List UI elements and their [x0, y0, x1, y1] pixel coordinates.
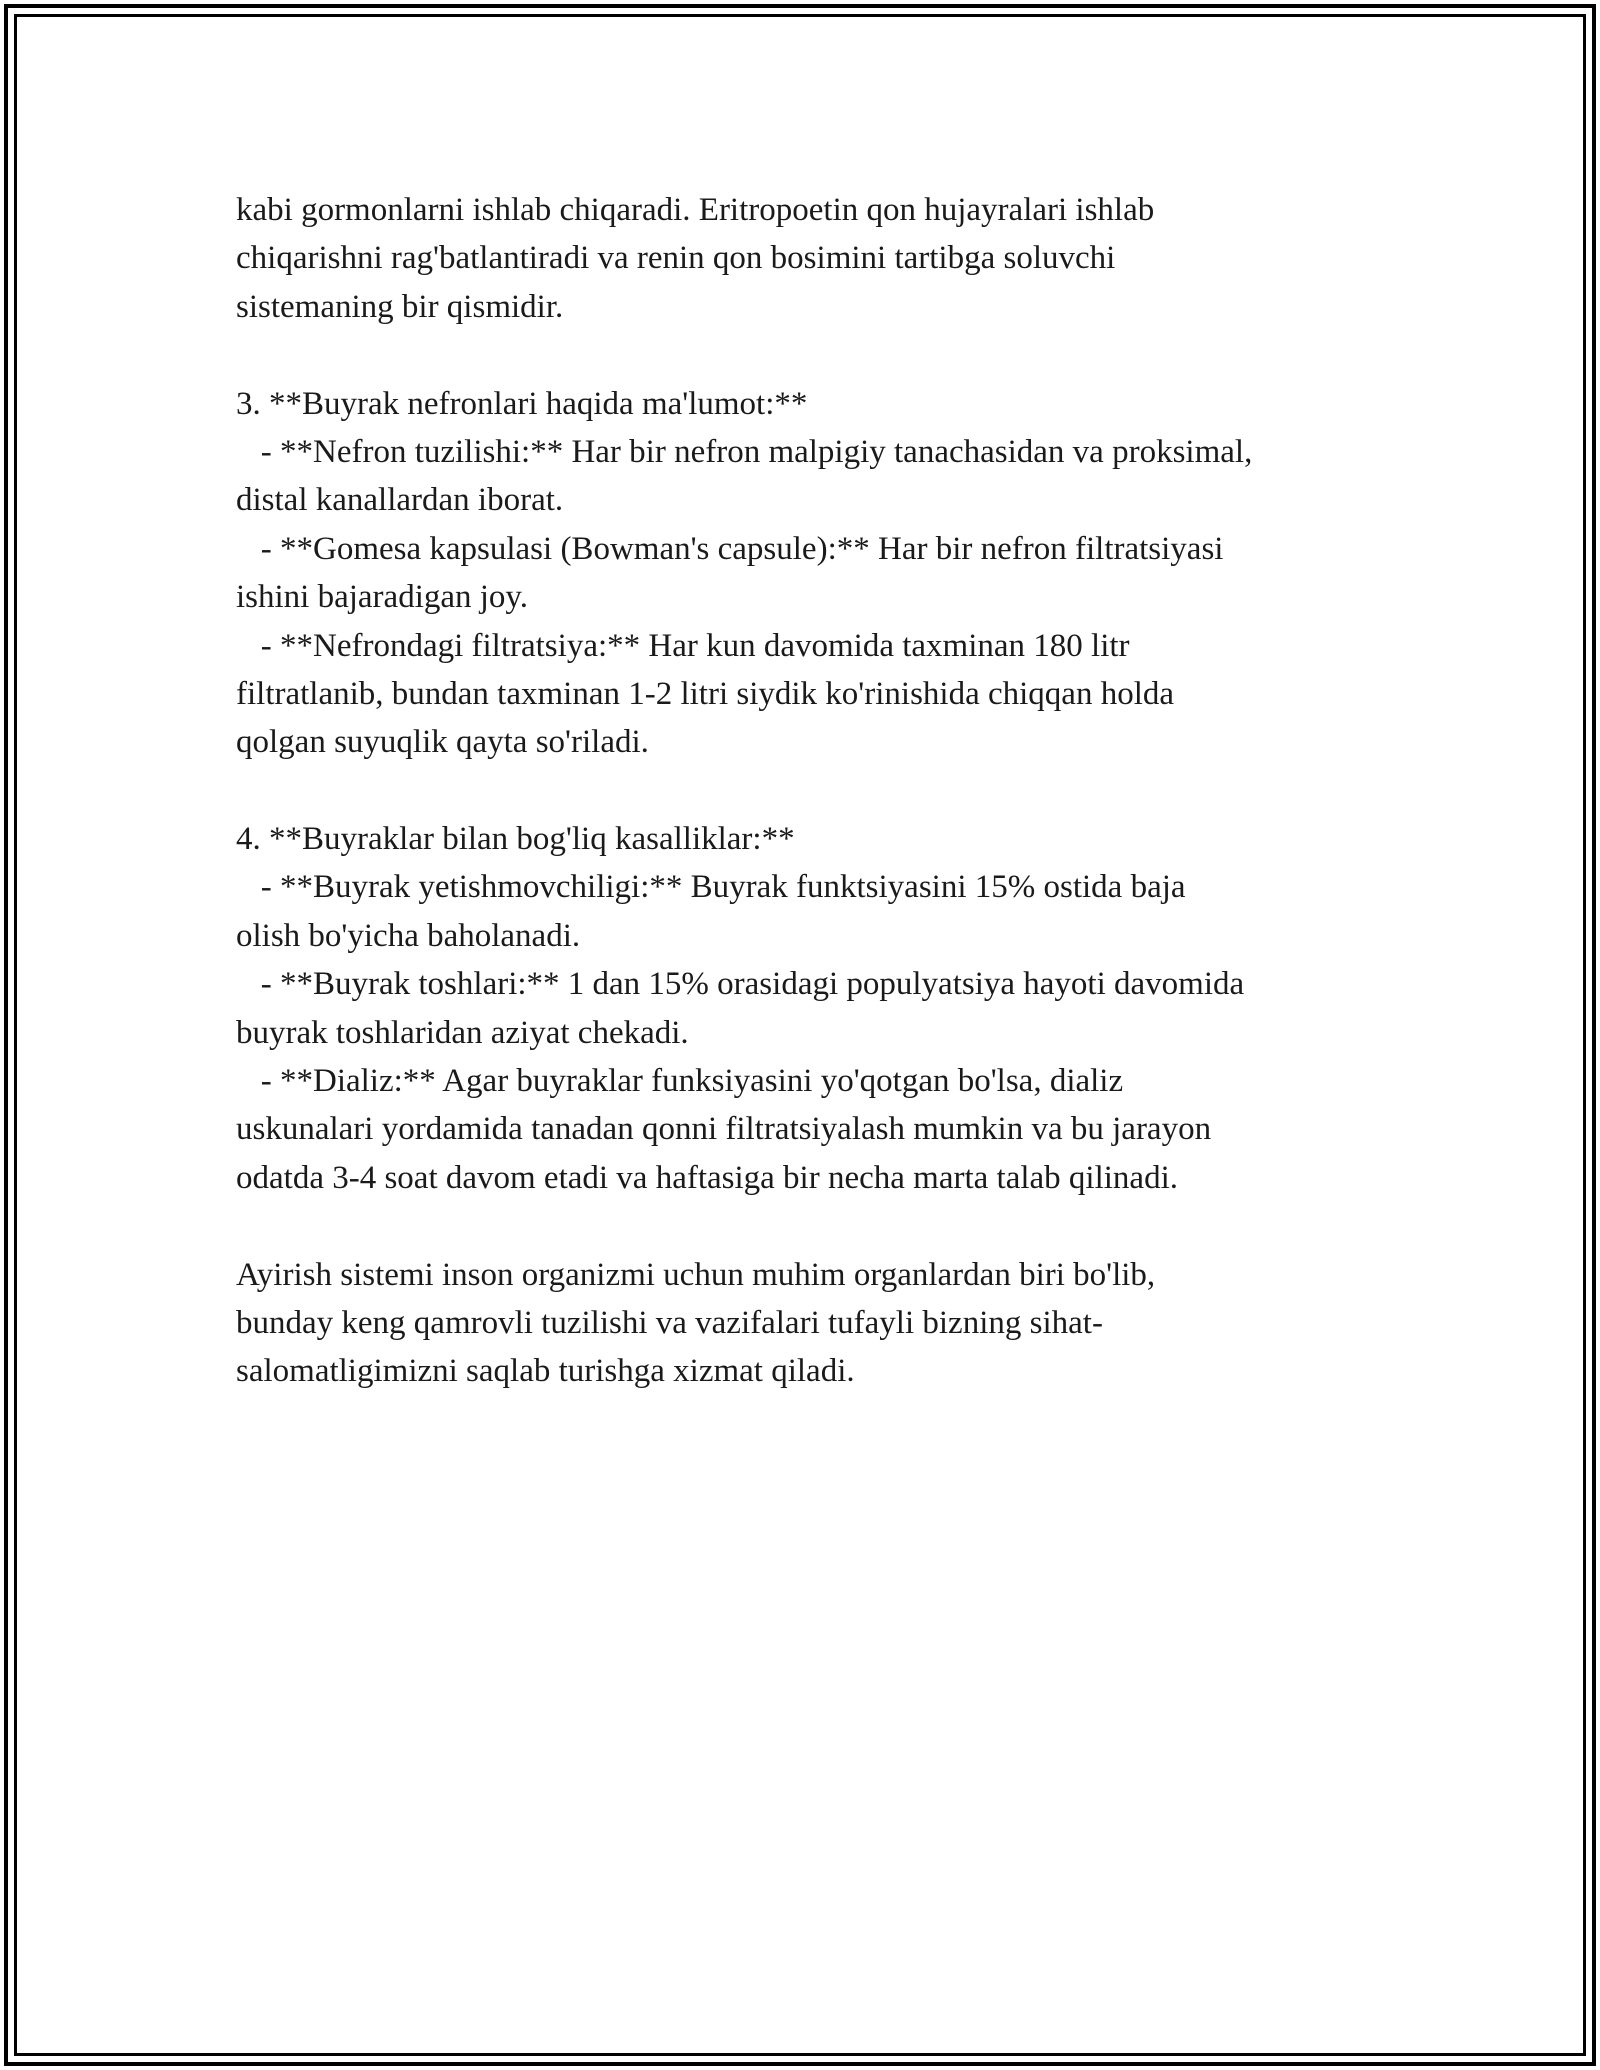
text-line: buyrak toshlaridan aziyat chekadi. [236, 1014, 689, 1051]
text-line: - **Nefron tuzilishi:** Har bir nefron malpigiy tanachasidan va proksimal, [236, 433, 1253, 470]
section-3 [236, 380, 1386, 767]
text-line: sistemaning bir qismidir. [236, 288, 564, 325]
text-line: - **Buyrak yetishmovchiligi:** Buyrak funktsiyasini 15% ostida baja [236, 869, 1186, 906]
text-line: distal kanallardan iborat. [236, 482, 564, 519]
conclusion-paragraph [236, 1251, 1386, 1396]
text-line: ishini bajaradigan joy. [236, 579, 529, 616]
paragraph-gap [236, 1202, 1386, 1250]
text-line: kabi gormonlarni ishlab chiqaradi. Eritropoetin qon hujayralari ishlab [236, 192, 1155, 228]
text-line: olish bo'yicha baholanadi. [236, 917, 581, 954]
text-line: filtratlanib, bundan taxminan 1-2 litri siydik ko'rinishida chiqqan holda [236, 675, 1175, 712]
text-line: - **Buyrak toshlari:** 1 dan 15% orasidagi populyatsiya hayoti davomida [236, 966, 1245, 1003]
section-heading: 4. **Buyraklar bilan bog'liq kasalliklar:** [236, 821, 795, 858]
section-4 [236, 815, 1386, 1202]
text-line: qolgan suyuqlik qayta so'riladi. [236, 724, 649, 761]
document-body [236, 186, 1386, 1396]
text-line: - **Gomesa kapsulasi (Bowman's capsule):** Har bir nefron filtratsiyasi [236, 530, 1224, 567]
text-line: odatda 3-4 soat davom etadi va haftasiga bir necha marta talab qilinadi. [236, 1159, 1178, 1196]
text-line: uskunalari yordamida tanadan qonni filtratsiyalash mumkin va bu jarayon [236, 1111, 1212, 1148]
paragraph-gap [236, 331, 1386, 379]
paragraph-gap [236, 767, 1386, 815]
intro-paragraph [236, 186, 1386, 331]
text-line: chiqarishni rag'batlantiradi va renin qon bosimini tartibga soluvchi [236, 240, 1116, 277]
text-line: Ayirish sistemi inson organizmi uchun muhim organlardan biri bo'lib, [236, 1256, 1156, 1293]
text-line: - **Nefrondagi filtratsiya:** Har kun davomida taxminan 180 litr [236, 627, 1130, 664]
section-heading: 3. **Buyrak nefronlari haqida ma'lumot:** [236, 385, 808, 422]
text-line: bunday keng qamrovli tuzilishi va vazifalari tufayli bizning sihat- [236, 1304, 1103, 1341]
text-line: - **Dializ:** Agar buyraklar funksiyasini yo'qotgan bo'lsa, dializ [236, 1063, 1124, 1100]
text-line: salomatligimizni saqlab turishga xizmat qiladi. [236, 1353, 855, 1390]
